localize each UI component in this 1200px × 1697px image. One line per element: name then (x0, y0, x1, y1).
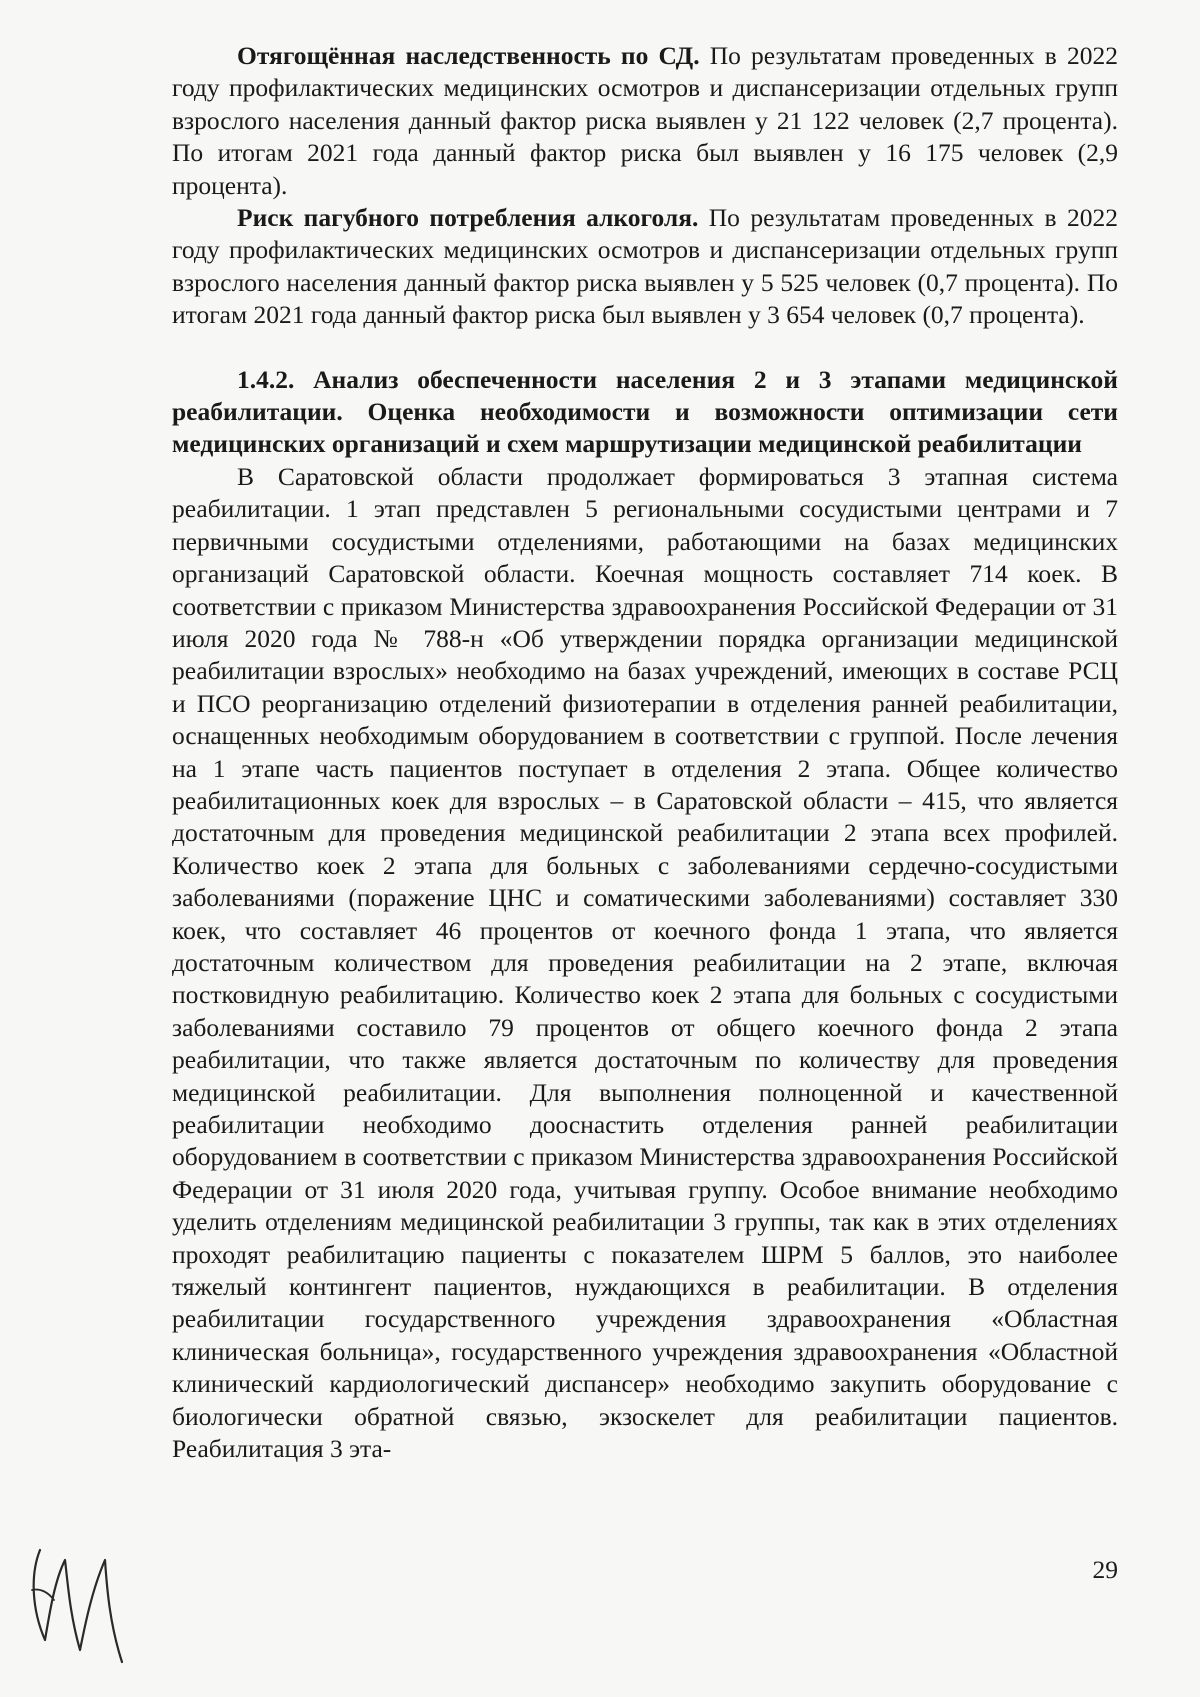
document-page (172, 40, 1118, 1465)
paragraph-hereditary-diabetes (172, 40, 1118, 202)
handwritten-signature-icon (10, 1530, 140, 1670)
paragraph-rehabilitation-system: В Саратовской области продолжает формироваться 3 этапная система реабилитации. 1 этап представлен 5 региональными сосудистыми центрами и 7 первичными сосудистыми отделениями, работающими на базах медицинских организаций Саратовской области. Коечная мощность составляет 714 коек. В соответствии с приказом Министерства здравоохранения Российской Федерации от 31 июля 2020 года № 788-н «Об утверждении порядка организации медицинской реабилитации взрослых» необходимо на базах учреждений, имеющих в составе РСЦ и ПСО реорганизацию отделений физиотерапии в отделения ранней реабилитации, оснащенных необходимым оборудованием в соответствии с группой. После лечения на 1 этапе часть пациентов поступает в отделения 2 этапа. Общее количество реабилитационных коек для взрослых – в Саратовской области – 415, что является достаточным для проведения медицинской реабилитации 2 этапа всех профилей. Количество коек 2 этапа для больных с заболеваниями сердечно-сосудистыми заболеваниями (поражение ЦНС и соматическими заболеваниями) составляет 330 коек, что составляет 46 процентов от коечного фонда 1 этапа, что является достаточным количеством для проведения реабилитации на 2 этапе, включая постковидную реабилитацию. Количество коек 2 этапа для больных с сосудистыми заболеваниями составило 79 процентов от общего коечного фонда 2 этапа реабилитации, что также является достаточным по количеству для проведения медицинской реабилитации. Для выполнения полноценной и качественной реабилитации необходимо дооснастить отделения ранней реабилитации оборудованием в соответствии с приказом Министерства здравоохранения Российской Федерации от 31 июля 2020 года, учитывая группу. Особое внимание необходимо уделить отделениям медицинской реабилитации 3 группы, так как в этих отделениях проходят реабилитацию пациенты с показателем ШРМ 5 баллов, это наиболее тяжелый контингент пациентов, нуждающихся в реабилитации. В отделения реабилитации государственного учреждения здравоохранения «Областная клиническая больница», государственного учреждения здравоохранения «Областной клинический кардиологический диспансер» необходимо закупить оборудование с биологически обратной связью, экзоскелет для реабилитации пациентов. Реабилитация 3 эта- (172, 461, 1118, 1464)
paragraph-bold-lead: Риск пагубного потребления алкоголя. (237, 203, 699, 233)
paragraph-text: По результатам проведенных в 2022 году профилактических медицинских осмотров и диспансеризации отдельных групп взрослого населения данный фактор риска выявлен у 21 122 человек (2,7 процента). По итогам 2021 года данный фактор риска был выявлен у 16 175 человек (2,9 процента). (172, 41, 1118, 200)
spacer (172, 332, 1118, 364)
paragraph-text: По результатам проведенных в 2022 году профилактических медицинских осмотров и диспансеризации отдельных групп взрослого населения данный фактор риска выявлен у 5 525 человек (0,7 процента). По итогам 2021 года данный фактор риска был выявлен у 3 654 человек (0,7 процента). (172, 203, 1118, 330)
paragraph-alcohol-risk (172, 202, 1118, 332)
section-heading: 1.4.2. Анализ обеспеченности населения 2 и 3 этапами медицинской реабилитации. Оценка необходимости и возможности оптимизации сети медицинских организаций и схем маршрутизации медицинской реабилитации (172, 364, 1118, 459)
paragraph-bold-lead: Отягощённая наследственность по СД. (237, 41, 700, 70)
page-number: 29 (1092, 1555, 1118, 1584)
